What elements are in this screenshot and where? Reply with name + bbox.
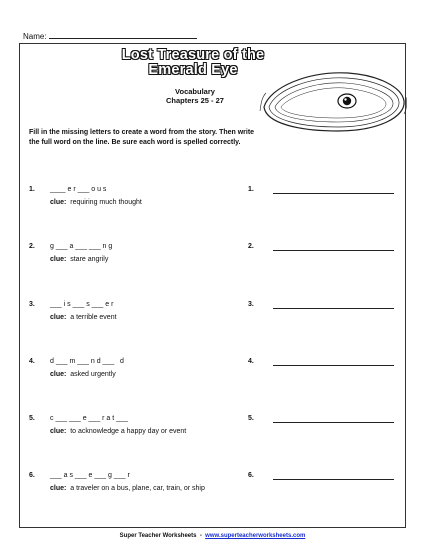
item-number: 6. xyxy=(29,472,35,479)
subtitle-line-2: Chapters 25 - 27 xyxy=(166,96,224,105)
clue-text: requiring much thought xyxy=(70,199,142,206)
answer-line[interactable] xyxy=(273,250,394,251)
footer xyxy=(0,533,425,539)
worksheet-frame xyxy=(19,43,406,528)
title-line-1: Lost Treasure of the xyxy=(121,47,265,63)
instructions-line-1: Fill in the missing letters to create a word from the story. Then write xyxy=(29,129,255,136)
subtitle-line-1: Vocabulary xyxy=(175,87,215,96)
clue xyxy=(50,256,108,263)
clue xyxy=(50,199,142,206)
clue-text: a terrible event xyxy=(70,314,117,321)
answer-number: 4. xyxy=(248,358,254,365)
name-row xyxy=(23,30,197,41)
footer-separator: - xyxy=(199,533,202,539)
word-pattern: ___ a s ___ e ___ g ___ r xyxy=(50,472,130,479)
clue-text: stare angrily xyxy=(70,256,109,263)
item-number: 1. xyxy=(29,186,35,193)
answer-line[interactable] xyxy=(273,479,394,480)
instructions-line-2: the full word on the line. Be sure each word is spelled correctly. xyxy=(29,138,241,146)
emerald-eye-icon xyxy=(258,67,408,137)
clue-text: to acknowledge a happy day or event xyxy=(70,428,187,435)
answer-line[interactable] xyxy=(273,308,394,309)
footer-url-link[interactable]: www.superteacherworksheets.com xyxy=(205,533,306,539)
word-pattern: ___ i s ___ s ___ e r xyxy=(50,301,114,308)
name-line[interactable] xyxy=(49,30,197,39)
clue-label: clue: xyxy=(50,371,67,378)
clue xyxy=(50,428,186,435)
word-pattern: g ___ a ___ ___ n g xyxy=(50,243,113,250)
clue-label: clue: xyxy=(50,485,67,492)
clue xyxy=(50,314,117,321)
answer-number: 1. xyxy=(248,186,254,193)
clue-text: a traveler on a bus, plane, car, train, or ship xyxy=(70,485,205,492)
item-number: 3. xyxy=(29,301,35,308)
answer-line[interactable] xyxy=(273,193,394,194)
answer-line[interactable] xyxy=(273,365,394,366)
instructions xyxy=(29,128,399,147)
clue-text: asked urgently xyxy=(70,371,116,378)
answer-line[interactable] xyxy=(273,422,394,423)
answer-number: 5. xyxy=(248,415,254,422)
clue-label: clue: xyxy=(50,428,67,435)
item-number: 2. xyxy=(29,243,35,250)
word-pattern: ____ e r ___ o u s xyxy=(50,186,107,193)
item-number: 4. xyxy=(29,358,35,365)
footer-brand: Super Teacher Worksheets xyxy=(119,533,197,539)
name-label: Name: xyxy=(23,32,47,41)
clue-label: clue: xyxy=(50,314,67,321)
item-number: 5. xyxy=(29,415,35,422)
clue-label: clue: xyxy=(50,256,67,263)
answer-number: 6. xyxy=(248,472,254,479)
clue xyxy=(50,371,116,378)
word-pattern: d ___ m ___ n d ___ d xyxy=(50,358,124,365)
clue xyxy=(50,485,205,492)
subtitle xyxy=(140,87,250,105)
title-line-2: Emerald Eye xyxy=(148,62,238,78)
answer-number: 2. xyxy=(248,243,254,250)
answer-number: 3. xyxy=(248,301,254,308)
clue-label: clue: xyxy=(50,199,67,206)
word-pattern: c ___ ___ e ___ r a t ___ xyxy=(50,415,128,422)
